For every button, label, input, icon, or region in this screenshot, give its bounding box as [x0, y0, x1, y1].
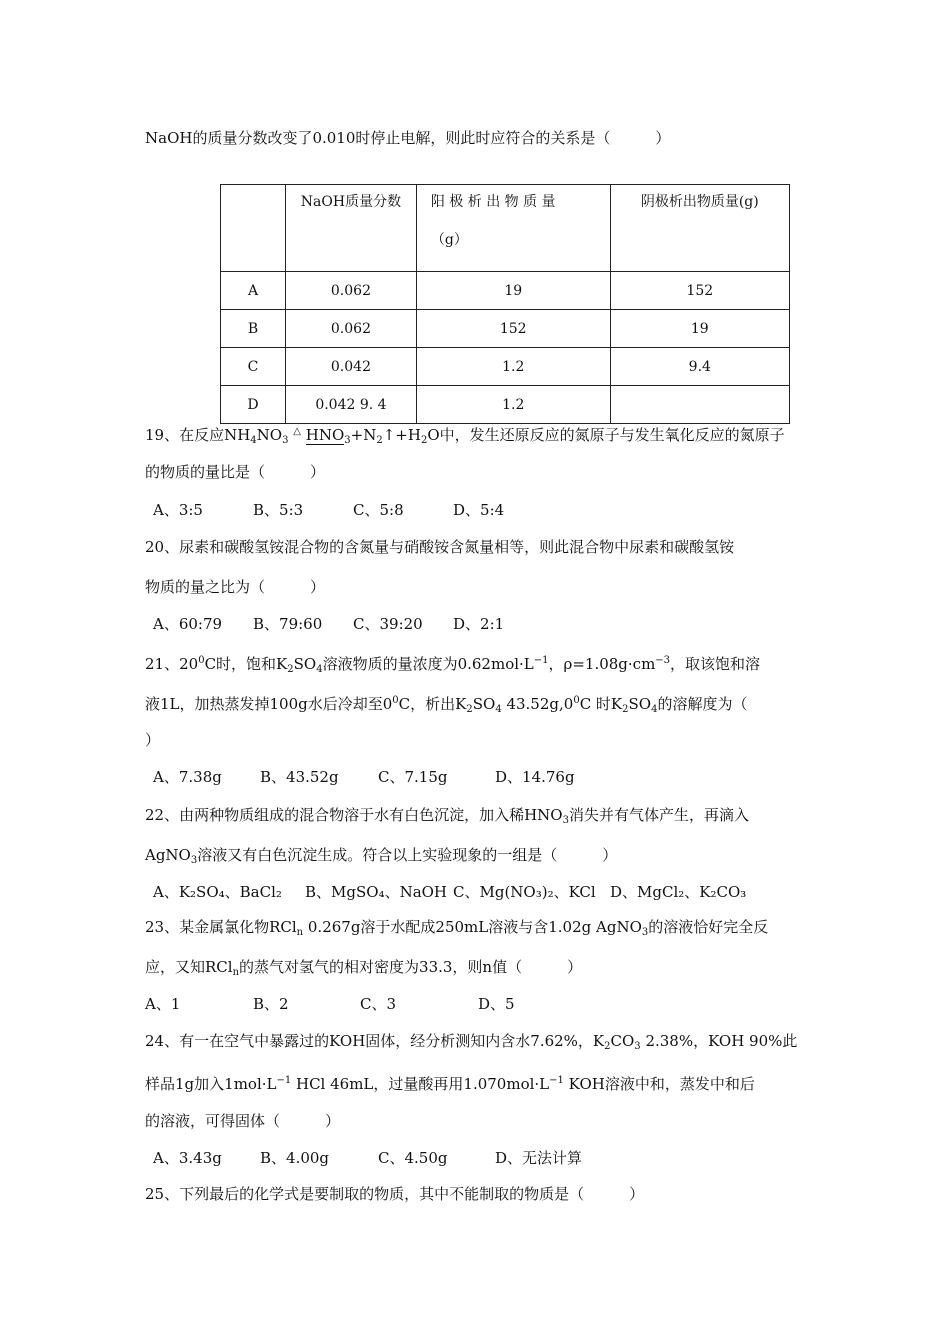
header-text: 阳 极 析 出 物 质 量 [430, 194, 556, 210]
q19-line1: 19、在反应$NH_4NO_3$ △ $HNO_3+N_2↑+H_2O$中，发生还原反应的氮原子与发生氧化反应的氮原子 [145, 426, 785, 446]
data-table [220, 184, 790, 424]
table-cell: 152 [610, 272, 789, 310]
table-cell: C [221, 348, 286, 386]
table-header-cell [416, 185, 610, 272]
table-cell: 9.4 [610, 348, 789, 386]
table-cell: 0.062 [286, 272, 417, 310]
q22-option-c: C、Mg(NO₃)₂、KCl [453, 883, 596, 901]
table-cell: 152 [416, 310, 610, 348]
table-header-cell: NaOH质量分数 [286, 185, 417, 272]
q19-option-b: B、5:3 [253, 501, 304, 519]
table-row [221, 310, 790, 348]
table-row [221, 272, 790, 310]
q19-option-a: A、3:5 [153, 501, 203, 519]
q22-line1: 22、由两种物质组成的混合物溶于水有白色沉淀，加入稀$HNO_3$消失并有气体产生，再滴入 [145, 806, 749, 826]
header-unit: （g） [430, 232, 468, 248]
q22-option-b: B、MgSO₄、NaOH [305, 883, 448, 901]
q23-line2: 应，又知RCl$_n$的蒸气对氢气的相对密度为33.3，则n值（ ） [145, 958, 583, 978]
q24-line1: 24、有一在空气中暴露过的KOH固体，经分析测知内含水7.62%，$K_2CO_3$ 2.38%，KOH 90%此 [145, 1032, 798, 1052]
q22-option-d: D、MgCl₂、K₂CO₃ [610, 883, 747, 901]
q24-line2: 样品1g加入$1mol\cdot L^{-1}$ HCl 46mL，过量酸再用$1.070mol\cdot L^{-1}$ KOH溶液中和，蒸发中和后 [145, 1075, 755, 1093]
q24-option-d: D、无法计算 [495, 1149, 583, 1167]
q20-option-c: C、39:20 [353, 615, 423, 633]
q20-option-a: A、60:79 [153, 615, 223, 633]
table-cell: 0.042 [286, 348, 417, 386]
q23-line1: 23、某金属氯化物RCl$_n$ 0.267g溶于水配成250mL溶液与含1.02g AgNO$_3$的溶液恰好完全反 [145, 918, 769, 938]
table-cell [610, 386, 789, 424]
q21-option-c: C、7.15g [378, 768, 448, 786]
q22-option-a: A、K₂SO₄、BaCl₂ [153, 883, 282, 901]
table-cell: 0.062 [286, 310, 417, 348]
q21-line2: 液1L，加热蒸发掉100g水后冷却至$0^0C$，析出$K_2SO_4$ $43.52g,0^0C$ 时$K_2SO_4$的溶解度为（ [145, 695, 748, 715]
q24-option-b: B、4.00g [260, 1149, 330, 1167]
q20-line2: 物质的量之比为（ ） [145, 578, 326, 596]
q21-line3: ） [145, 731, 161, 749]
table-row [221, 348, 790, 386]
q19-option-d: D、5:4 [453, 501, 505, 519]
q19-line2: 的物质的量比是（ ） [145, 463, 326, 481]
table-cell: D [221, 386, 286, 424]
q19-option-c: C、5:8 [353, 501, 404, 519]
q24-option-c: C、4.50g [378, 1149, 448, 1167]
table-row [221, 386, 790, 424]
table-cell: B [221, 310, 286, 348]
intro-text: NaOH的质量分数改变了0.010时停止电解，则此时应符合的关系是（ ） [145, 129, 671, 147]
q22-line2: AgNO$_3$溶液又有白色沉淀生成。符合以上实验现象的一组是（ ） [145, 846, 618, 866]
table-header-cell: 阴极析出物质量(g) [610, 185, 789, 272]
table-cell: 19 [610, 310, 789, 348]
q23-option-d: D、5 [478, 995, 515, 1013]
q21-option-d: D、14.76g [495, 768, 575, 786]
q20-line1: 20、尿素和碳酸氢铵混合物的含氮量与硝酸铵含氮量相等，则此混合物中尿素和碳酸氢铵 [145, 538, 735, 556]
table-cell: 1.2 [416, 348, 610, 386]
q21-option-a: A、7.38g [153, 768, 222, 786]
q24-option-a: A、3.43g [153, 1149, 222, 1167]
q20-option-d: D、2:1 [453, 615, 505, 633]
q23-option-a: A、1 [145, 995, 181, 1013]
q20-option-b: B、79:60 [253, 615, 323, 633]
q21-option-b: B、43.52g [260, 768, 339, 786]
table-cell: A [221, 272, 286, 310]
q23-option-c: C、3 [360, 995, 397, 1013]
q24-line3: 的溶液，可得固体（ ） [145, 1112, 341, 1130]
q23-option-b: B、2 [253, 995, 289, 1013]
q25-line1: 25、下列最后的化学式是要制取的物质，其中不能制取的物质是（ ） [145, 1185, 645, 1203]
q21-line1: 21、$20^0C$时，饱和$K_2SO_4$溶液物质的量浓度为$0.62mol\cdot L^{-1}$，$\rho=1.08g\cdot cm^{-3}$，取该饱和溶 [145, 655, 761, 675]
table-cell: 0.042 9. 4 [286, 386, 417, 424]
table-header-cell [221, 185, 286, 272]
table-header-row [221, 185, 790, 272]
table-cell: 19 [416, 272, 610, 310]
table-cell: 1.2 [416, 386, 610, 424]
